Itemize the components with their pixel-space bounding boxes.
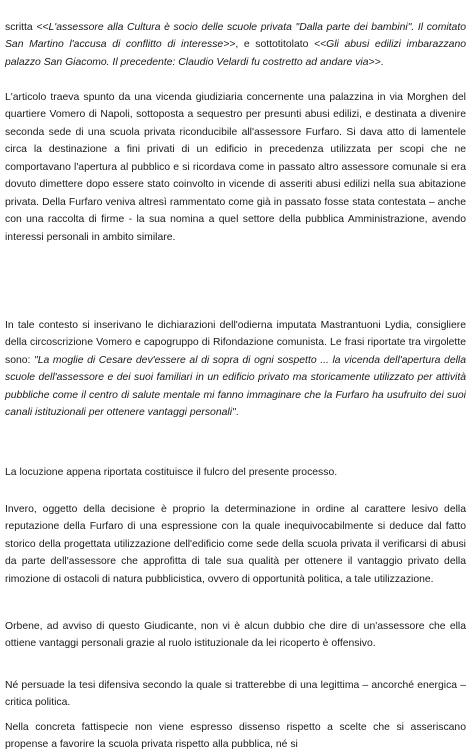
paragraph-decision-object — [5, 483, 466, 588]
italic-quote-statement: "La moglie di Cesare dev'essere al di sopra di ogni sospetto ... la vicenda dell'apertura della scuole dell'assessore e dei suoi familiari in un edificio privato ma storicamente utilizzato per attività pubbliche come il centro di salute mentale mi fanno immaginare che la Furfaro ha usufruito dei suoi canali istituzionali per ottenere vantaggi personali" — [5, 354, 466, 418]
text-run: Orbene, ad avviso di questo Giudicante, non vi è alcun dubbio che dire di un'assessore che ella ottiene vantaggi personali grazie al ruolo istituzionale da lei ricoperto è offensivo. — [5, 620, 466, 649]
text-run: Né persuade la tesi difensiva secondo la quale si tratterebbe di una legittima – ancorché energica – critica politica. — [5, 679, 466, 708]
paragraph-judge-opinion — [5, 600, 466, 653]
text-run: . — [235, 407, 239, 418]
text-run: La locuzione appena riportata costituisce il fulcro del presente processo. — [5, 466, 338, 478]
text-run: . — [380, 56, 384, 68]
text-run: Invero, oggetto della decisione è proprio la determinazione in ordine al carattere lesivo della reputazione della Furfaro di una espressione con la quale inequivocabilmente si deduce dal fatto storico della progettata utilizzazione dell'edificio come sede della scuola privata il verificarsi di abusi da parte dell'assessore che approfitta di tale sua qualità per ottenere il vantaggio privato della rimozione di ostacoli di natura pubblicistica, ovvero di opportunità politica, a tale utilizzazione. — [5, 503, 466, 585]
text-run: In tale contesto si inserivano le dichiarazioni dell'odierna imputata Mastrantuoni Lydia, consigliere della circoscrizione Vomero e capogruppo di Rifondazione comunista. Le frasi riportate tra virgolette sono: — [5, 319, 466, 366]
paragraph-article-summary — [5, 71, 466, 246]
italic-quote-headline: <<L'assessore alla Cultura è socio delle scuole privata "Dalla parte dei bambini". Il comitato San Martino l'accusa di conflitto di interesse>> — [5, 21, 466, 50]
paragraph-concrete-case — [5, 701, 466, 754]
text-run: scritta — [5, 21, 37, 33]
paragraph-core-of-process — [5, 446, 466, 481]
paragraph-defendant-statement — [5, 299, 466, 422]
text-run: Nella concreta fattispecie non viene espresso dissenso rispetto a scelte che si asseriscano propense a favorire la scuola privata rispetto alla pubblica, né si — [5, 721, 466, 750]
italic-quote-subheadline: <<Gli abusi edilizi imbarazzano palazzo San Giacomo. Il precedente: Claudio Velardi fu costretto ad andare via>> — [5, 39, 467, 68]
text-run: L'articolo traeva spunto da una vicenda giudiziaria concernente una palazzina in via Morghen del quartiere Vomero di Napoli, sottoposta a sequestro per presunti abusi edilizi, e destinata a divenire seconda sede di una scuola privata riconducibile all'assessore Furfaro. Si dava atto di lamentele circa la destinazione a fini privati di un edificio in precedenza utilizzata per scopi che ne comportavano l'apertura al pubblico e si ricordava come in passato altro assessore comunale si era dovuto dimettere dopo essere stato coinvolto in vicende di asseriti abusi edilizi nella sua abitazione privata. Della Furfaro veniva altresì rammentato come già in passato fosse stata contestata – anche con una raccolta di firme - la sua nomina a quel settore della pubblica Amministrazione, avendo interessi personali in ambito similare. — [5, 91, 466, 243]
text-run: , e sottotitolato — [235, 39, 315, 50]
paragraph-quoted-headline — [5, 1, 466, 71]
